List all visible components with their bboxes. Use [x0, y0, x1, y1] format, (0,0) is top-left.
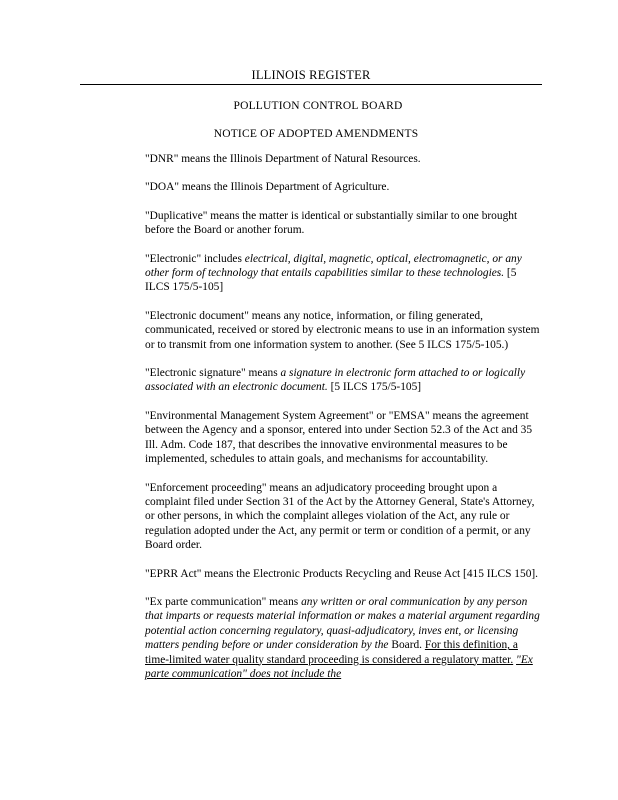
definition-ex-parte-communication [145, 595, 543, 681]
definition-electronic-document-text: "Electronic document" means any notice, information, or filing generated, communicated, received or stored by electronic means to use in an information system or to transmit from one information system to another. (See 5 ILCS 175/5-105.) [145, 309, 540, 351]
page-header [80, 68, 542, 141]
definition-duplicative-text: "Duplicative" means the matter is identical or substantially similar to one brought before the Board or another forum. [145, 209, 518, 237]
definition-electronic-document [145, 309, 543, 352]
definition-electronic-statutory-text: electrical, digital, magnetic, optical, electromagnetic, or any other form of technology that entails capabilities similar to these technologies. [145, 252, 522, 280]
definition-dnr [145, 152, 543, 166]
register-title: ILLINOIS REGISTER [251, 68, 371, 82]
header-rule [80, 84, 542, 85]
definition-ex-parte-lead: "Ex parte communication" means [145, 595, 302, 608]
definition-electronic-lead: "Electronic" includes [145, 252, 245, 265]
definition-duplicative [145, 209, 543, 238]
definition-emsa [145, 409, 543, 467]
definition-electronic-signature-lead: "Electronic signature" means [145, 367, 281, 380]
definition-electronic-signature-statutory-text: a signature in electronic form attached to or logically associated with an electronic document. [145, 367, 526, 394]
definition-ex-parte-board: Board. [388, 639, 425, 652]
definitions-list [145, 152, 543, 695]
definition-electronic [145, 252, 543, 295]
definition-ex-parte-added-italic-text: "Ex parte communication" does not include the [145, 653, 533, 680]
definition-electronic-signature-citation: [5 ILCS 175/5-105] [327, 381, 422, 394]
board-name: POLLUTION CONTROL BOARD [233, 100, 403, 112]
definition-eprr-act-text: "EPRR Act" means the Electronic Products Recycling and Reuse Act [415 ILCS 150]. [145, 567, 539, 580]
definition-ex-parte-added-text: For this definition, a time-limited water quality standard proceeding is considered a regulatory matter. [145, 639, 518, 666]
definition-enforcement-proceeding [145, 481, 543, 553]
definition-doa-text: "DOA" means the Illinois Department of Agriculture. [145, 181, 390, 194]
definition-eprr-act [145, 567, 543, 581]
notice-title: NOTICE OF ADOPTED AMENDMENTS [213, 128, 419, 140]
definition-ex-parte-statutory-text: any written or oral communication by any person that imparts or requests material information or makes a material argument regarding potential action concerning regulatory, quasi-adjudicatory, inves ent, or licensing matters pending before or under consideration by the [145, 595, 540, 652]
definition-dnr-text: "DNR" means the Illinois Department of Natural Resources. [145, 153, 421, 165]
definition-emsa-text: "Environmental Management System Agreement" or "EMSA" means the agreement between the Agency and a sponsor, entered into under Section 52.3 of the Act and 35 Ill. Adm. Code 187, that describes the innovative environmental measures to be implemented, schedules to attain goals, and mechanisms for accountability. [145, 409, 533, 466]
definition-doa [145, 180, 543, 194]
definition-electronic-citation: [5 ILCS 175/5-105] [145, 267, 517, 294]
definition-enforcement-proceeding-text: "Enforcement proceeding" means an adjudicatory proceeding brought upon a complaint filed under Section 31 of the Act by the Attorney General, State's Attorney, or other persons, in which the complaint alleges violation of the Act, any rule or regulation adopted under the Act, any permit or term or condition of a permit, or any Board order. [145, 481, 535, 552]
definition-electronic-signature [145, 366, 543, 395]
